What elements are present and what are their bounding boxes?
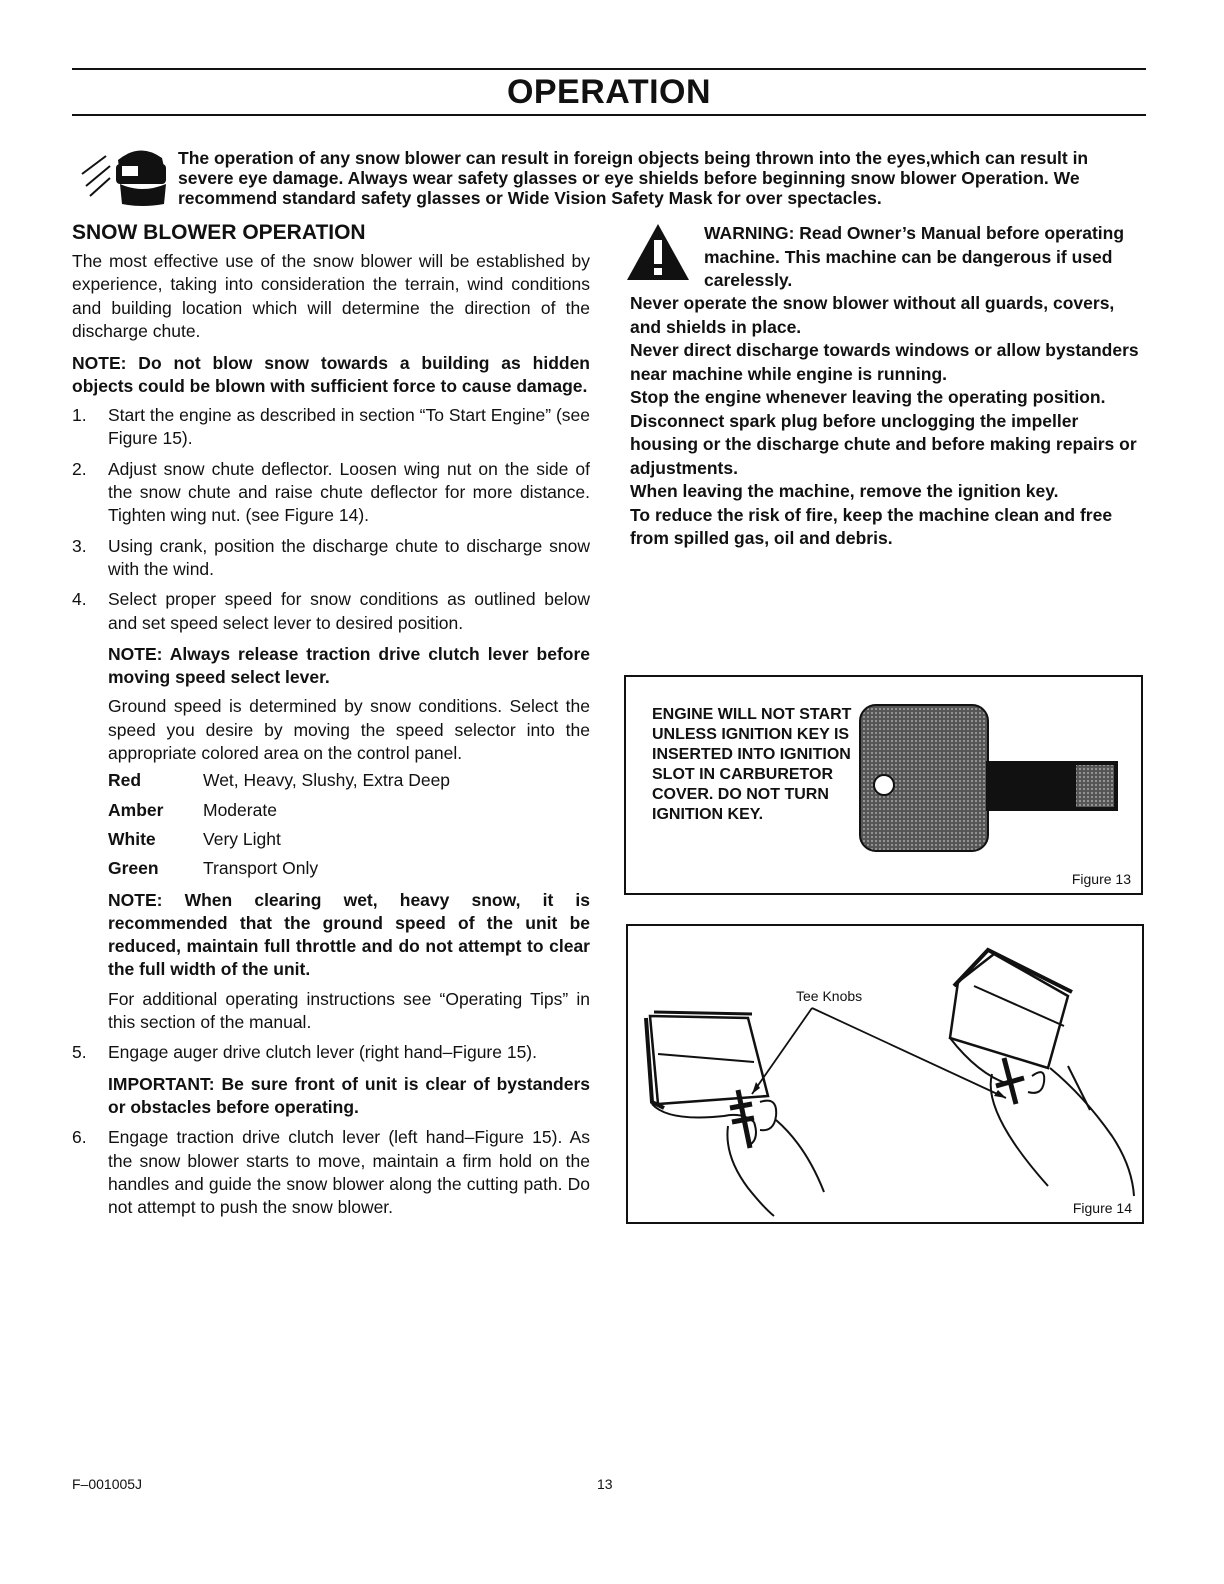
warning-block bbox=[630, 222, 1140, 292]
ignition-key-icon bbox=[858, 703, 1123, 853]
step-2: 2. Adjust snow chute deflector. Loosen wing nut on the side of the snow chute and raise chute deflector for more distance. Tighten wing nut. (see Figure 14). bbox=[72, 458, 590, 526]
operation-steps bbox=[72, 404, 590, 1219]
section-title: SNOW BLOWER OPERATION bbox=[72, 221, 366, 244]
tee-knobs-callout: Tee Knobs bbox=[796, 988, 863, 1004]
step-6: 6. Engage traction drive clutch lever (left hand–Figure 15). As the snow blower starts to move, maintain a firm hold on the handles and guide the snow blower along the cutting path. Do not attempt to push the snow blower. bbox=[72, 1127, 590, 1218]
figure-13 bbox=[624, 675, 1143, 895]
left-column bbox=[72, 220, 590, 1226]
intro-paragraph: The most effective use of the snow blower will be established by experience, taking into consideration the terrain, wind conditions and building location which will determine the direction of the discharge chute. bbox=[72, 251, 590, 341]
document-code: F–001005J bbox=[72, 1476, 143, 1492]
step-1: 1. Start the engine as described in section “To Start Engine” (see Figure 15). bbox=[72, 405, 590, 449]
page-title: OPERATION bbox=[506, 73, 712, 111]
step-5: 5. Engage auger drive clutch lever (right hand–Figure 15). IMPORTANT: Be sure front of unit is clear of bystanders or obstacles before operating. bbox=[72, 1041, 590, 1119]
figure-13-label: Figure 13 bbox=[1071, 871, 1131, 887]
warning-rule: To reduce the risk of fire, keep the machine clean and free from spilled gas, oil and debris. bbox=[630, 504, 1113, 548]
warning-lead: WARNING: Read Owner’s Manual before operating machine. This machine can be dangerous if used carelessly. bbox=[704, 223, 1125, 290]
figure-14-label: Figure 14 bbox=[1072, 1200, 1132, 1216]
warning-rules bbox=[630, 292, 1140, 551]
step-3: 3. Using crank, position the discharge chute to discharge snow with the wind. bbox=[72, 535, 590, 579]
warning-rule: Never direct discharge towards windows or allow bystanders near machine while engine is running. bbox=[630, 340, 1139, 384]
warning-rule: Never operate the snow blower without all guards, covers, and shields in place. bbox=[630, 293, 1115, 337]
chute-deflector-illustration bbox=[628, 926, 1142, 1222]
warning-rule: Disconnect spark plug before unclogging the impeller housing or the discharge chute and before making repairs or adjustments. bbox=[630, 410, 1137, 478]
speed-row-amber: Amber Moderate bbox=[108, 799, 277, 820]
speed-row-white: White Very Light bbox=[108, 828, 281, 849]
step-4: 4. Select proper speed for snow conditions as outlined below and set speed select lever to desired position. NOTE: Always release traction drive clutch lever before moving speed select lever. Ground speed is determined by snow conditions. Select the speed you desire by moving the speed selector into the appropriate colored area on the control panel. Red Wet, Heavy, Slushy, Extra Deep Amber Moderate White Very Light Green Transport Only NOTE: When clearing wet, heavy snow, it is recommended that the ground speed of the unit be reduced, maintain full throttle and do not attempt to clear the full width of the unit. For additional operating instructions see “Operating Tips” in this section of the manual. bbox=[72, 588, 590, 1034]
note-traction: NOTE: Always release traction drive clutch lever before moving speed select lever. bbox=[108, 643, 590, 688]
safety-glasses-icon bbox=[80, 146, 175, 208]
figure-14 bbox=[626, 924, 1144, 1224]
warning-rule: When leaving the machine, remove the ignition key. bbox=[630, 481, 1059, 501]
ground-speed-text: Ground speed is determined by snow conditions. Select the speed you desire by moving the speed selector into the appropriate colored area on the control panel. bbox=[108, 696, 590, 764]
note-wet-snow: NOTE: When clearing wet, heavy snow, it is recommended that the ground speed of the unit be reduced, maintain full throttle and do not attempt to clear the full width of the unit. bbox=[108, 889, 590, 980]
ignition-warning-text: ENGINE WILL NOT START UNLESS IGNITION KEY IS INSERTED INTO IGNITION SLOT IN CARBURETOR COVER. DO NOT TURN IGNITION KEY. bbox=[652, 706, 852, 823]
speed-row-red: Red Wet, Heavy, Slushy, Extra Deep bbox=[108, 770, 451, 791]
title-bottom-rule bbox=[72, 114, 1146, 116]
top-rule bbox=[72, 68, 1146, 70]
warning-rule: Stop the engine whenever leaving the operating position. bbox=[630, 387, 1106, 407]
additional-instructions: For additional operating instructions see “Operating Tips” in this section of the manual. bbox=[108, 988, 590, 1033]
page-number: 13 bbox=[597, 1476, 613, 1492]
note-building: NOTE: Do not blow snow towards a building as hidden objects could be blown with sufficient force to cause damage. bbox=[72, 353, 590, 397]
safety-notice-text: The operation of any snow blower can result in foreign objects being thrown into the eyes,which can result in severe eye damage. Always wear safety glasses or eye shields before beginning snow blower Operation. We recommend standard safety glasses or Wide Vision Safety Mask for over spectacles. bbox=[178, 148, 1089, 208]
right-column bbox=[630, 222, 1140, 551]
warning-triangle-icon bbox=[625, 222, 691, 282]
important-note: IMPORTANT: Be sure front of unit is clear of bystanders or obstacles before operating. bbox=[108, 1073, 590, 1117]
speed-row-green: Green Transport Only bbox=[108, 858, 319, 879]
